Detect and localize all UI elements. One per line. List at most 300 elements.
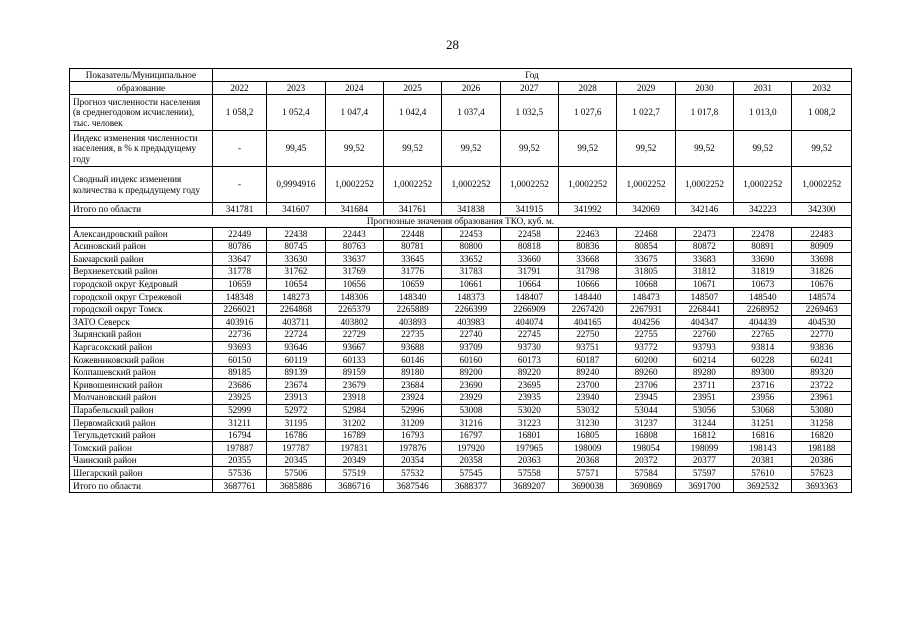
value-cell: 33668 [559,253,617,266]
value-cell: 3685886 [267,480,325,493]
value-cell: 10659 [212,278,266,291]
value-cell: 10671 [675,278,733,291]
row-label: Колпашевский район [70,366,213,379]
value-cell: 16805 [559,429,617,442]
value-cell: 1 022,7 [617,95,675,131]
value-cell: 1,0002252 [792,167,852,203]
district-row [70,442,852,455]
value-cell: 93793 [675,341,733,354]
value-cell: 2266909 [500,303,558,316]
value-cell: 80909 [792,240,852,253]
value-cell: 53020 [500,404,558,417]
value-cell: 23722 [792,379,852,392]
value-cell: 2268952 [734,303,792,316]
value-cell: 23913 [267,391,325,404]
value-cell: 16793 [383,429,441,442]
indicator-row [70,167,852,203]
value-cell: 53080 [792,404,852,417]
value-cell: 198099 [675,442,733,455]
value-cell: 31230 [559,417,617,430]
value-cell: 80891 [734,240,792,253]
value-cell: 2264868 [267,303,325,316]
value-cell: 89159 [325,366,383,379]
value-cell: 31258 [792,417,852,430]
value-cell: 20354 [383,454,441,467]
value-cell: 22453 [442,228,500,241]
value-cell: 1 037,4 [442,95,500,131]
value-cell: 53044 [617,404,675,417]
value-cell: 33637 [325,253,383,266]
value-cell: 3688377 [442,480,500,493]
value-cell: 80818 [500,240,558,253]
value-cell: 23679 [325,379,383,392]
value-cell: 53056 [675,404,733,417]
value-cell: 22770 [792,328,852,341]
value-cell: 22724 [267,328,325,341]
value-cell: 148507 [675,291,733,304]
value-cell: 31819 [734,265,792,278]
value-cell: 20368 [559,454,617,467]
value-cell: 1,0002252 [325,167,383,203]
value-cell: 16808 [617,429,675,442]
value-cell: 22750 [559,328,617,341]
value-cell: 1,0002252 [559,167,617,203]
value-cell: 23695 [500,379,558,392]
tko-forecast-table [69,68,852,493]
value-cell: 3691700 [675,480,733,493]
value-cell: 148273 [267,291,325,304]
value-cell: 2266399 [442,303,500,316]
value-cell: 403711 [267,316,325,329]
value-cell: 23925 [212,391,266,404]
value-cell: 23700 [559,379,617,392]
value-cell: 22473 [675,228,733,241]
row-label: Итого по области [70,480,213,493]
value-cell: 10656 [325,278,383,291]
value-cell: 404347 [675,316,733,329]
value-cell: 22458 [500,228,558,241]
value-cell: 60160 [442,354,500,367]
value-cell: 31216 [442,417,500,430]
total-row [70,203,852,216]
value-cell: 22478 [734,228,792,241]
value-cell: 197787 [267,442,325,455]
value-cell: 93709 [442,341,500,354]
district-row [70,291,852,304]
value-cell: 22755 [617,328,675,341]
value-cell: 53008 [442,404,500,417]
row-label: ЗАТО Северск [70,316,213,329]
value-cell: 80745 [267,240,325,253]
value-cell: 22740 [442,328,500,341]
value-cell: 198009 [559,442,617,455]
value-cell: 33698 [792,253,852,266]
value-cell: 93751 [559,341,617,354]
value-cell: 80800 [442,240,500,253]
value-cell: 341607 [267,203,325,216]
value-cell: 1 032,5 [500,95,558,131]
value-cell: 22760 [675,328,733,341]
value-cell: 60119 [267,354,325,367]
value-cell: 403893 [383,316,441,329]
value-cell: 23706 [617,379,675,392]
value-cell: 89139 [267,366,325,379]
value-cell: 197831 [325,442,383,455]
value-cell: 10676 [792,278,852,291]
value-cell: 52984 [325,404,383,417]
value-cell: 16816 [734,429,792,442]
value-cell: 404439 [734,316,792,329]
value-cell: 23711 [675,379,733,392]
year-header: 2031 [734,82,792,95]
value-cell: 52999 [212,404,266,417]
value-cell: 16801 [500,429,558,442]
value-cell: 22438 [267,228,325,241]
value-cell: 93772 [617,341,675,354]
value-cell: - [212,167,266,203]
value-cell: 60146 [383,354,441,367]
value-cell: 1,0002252 [675,167,733,203]
value-cell: 33675 [617,253,675,266]
value-cell: 403916 [212,316,266,329]
value-cell: 10659 [383,278,441,291]
district-row [70,467,852,480]
year-header: 2028 [559,82,617,95]
value-cell: 404256 [617,316,675,329]
row-label: Молчановский район [70,391,213,404]
value-cell: 1,0002252 [383,167,441,203]
value-cell: 22735 [383,328,441,341]
value-cell: 403802 [325,316,383,329]
value-cell: 89240 [559,366,617,379]
value-cell: 198054 [617,442,675,455]
value-cell: 22736 [212,328,266,341]
row-label: Шегарский район [70,467,213,480]
value-cell: 342300 [792,203,852,216]
value-cell: 22468 [617,228,675,241]
value-cell: 341992 [559,203,617,216]
row-label: Первомайский район [70,417,213,430]
value-cell: 22448 [383,228,441,241]
value-cell: 80763 [325,240,383,253]
value-cell: 93646 [267,341,325,354]
value-cell: 33652 [442,253,500,266]
value-cell: 16786 [267,429,325,442]
value-cell: 148574 [792,291,852,304]
value-cell: 22463 [559,228,617,241]
value-cell: 57545 [442,467,500,480]
value-cell: 3687761 [212,480,266,493]
value-cell: 23686 [212,379,266,392]
value-cell: 52996 [383,404,441,417]
value-cell: 22765 [734,328,792,341]
value-cell: 342069 [617,203,675,216]
value-cell: 99,52 [383,131,441,167]
value-cell: 341761 [383,203,441,216]
value-cell: 341915 [500,203,558,216]
district-row [70,454,852,467]
value-cell: 2267420 [559,303,617,316]
value-cell: 10661 [442,278,500,291]
district-row [70,240,852,253]
value-cell: 99,52 [675,131,733,167]
value-cell: 99,45 [267,131,325,167]
row-label: Каргасокский район [70,341,213,354]
value-cell: 341838 [442,203,500,216]
value-cell: 1 017,8 [675,95,733,131]
value-cell: 31223 [500,417,558,430]
value-cell: 10664 [500,278,558,291]
row-label: Томский район [70,442,213,455]
value-cell: 198143 [734,442,792,455]
row-label: Кривошеинский район [70,379,213,392]
value-cell: 10668 [617,278,675,291]
value-cell: 23929 [442,391,500,404]
value-cell: 20363 [500,454,558,467]
value-cell: 31195 [267,417,325,430]
value-cell: 93667 [325,341,383,354]
value-cell: 23961 [792,391,852,404]
district-row [70,379,852,392]
value-cell: 60187 [559,354,617,367]
year-header: 2025 [383,82,441,95]
value-cell: 57597 [675,467,733,480]
value-cell: 57532 [383,467,441,480]
value-cell: 1 008,2 [792,95,852,131]
value-cell: 33683 [675,253,733,266]
value-cell: 22483 [792,228,852,241]
value-cell: 1,0002252 [442,167,500,203]
value-cell: 89200 [442,366,500,379]
value-cell: 31783 [442,265,500,278]
section-row [70,215,852,228]
row-label: городской округ Стрежевой [70,291,213,304]
district-row [70,328,852,341]
value-cell: 0,9994916 [267,167,325,203]
value-cell: 342223 [734,203,792,216]
value-cell: 404530 [792,316,852,329]
value-cell: 53032 [559,404,617,417]
district-row [70,354,852,367]
value-cell: 31805 [617,265,675,278]
section-title: Прогнозные значения образования ТКО, куб. м. [70,215,852,228]
page-number: 28 [446,37,459,52]
header-label-top: Показатель/Муниципальное [70,69,213,82]
value-cell: 3689207 [500,480,558,493]
value-cell: 31776 [383,265,441,278]
value-cell: 93693 [212,341,266,354]
row-label: Кожевниковский район [70,354,213,367]
value-cell: 23918 [325,391,383,404]
indicator-row [70,131,852,167]
value-cell: 60200 [617,354,675,367]
value-cell: 341781 [212,203,266,216]
value-cell: 197965 [500,442,558,455]
value-cell: 99,52 [792,131,852,167]
value-cell: 57571 [559,467,617,480]
value-cell: 22443 [325,228,383,241]
row-label: Индекс изменения численности населения, в % к предыдущему году [70,131,213,167]
value-cell: 57558 [500,467,558,480]
value-cell: 99,52 [617,131,675,167]
value-cell: 93814 [734,341,792,354]
value-cell: 1,0002252 [500,167,558,203]
value-cell: 31791 [500,265,558,278]
value-cell: 99,52 [559,131,617,167]
value-cell: 1,0002252 [734,167,792,203]
value-cell: 23716 [734,379,792,392]
value-cell: 403983 [442,316,500,329]
value-cell: 404074 [500,316,558,329]
value-cell: 10654 [267,278,325,291]
row-label: Чаинский район [70,454,213,467]
value-cell: 148340 [383,291,441,304]
value-cell: 148306 [325,291,383,304]
value-cell: 342146 [675,203,733,216]
value-cell: 3687546 [383,480,441,493]
value-cell: 33630 [267,253,325,266]
value-cell: 89180 [383,366,441,379]
value-cell: 60150 [212,354,266,367]
value-cell: 10666 [559,278,617,291]
value-cell: 148373 [442,291,500,304]
row-label: городской округ Томск [70,303,213,316]
value-cell: 60173 [500,354,558,367]
value-cell: 3690869 [617,480,675,493]
value-cell: 89300 [734,366,792,379]
value-cell: 16812 [675,429,733,442]
row-label: Тегульдетский район [70,429,213,442]
value-cell: 57584 [617,467,675,480]
value-cell: 148540 [734,291,792,304]
value-cell: 23690 [442,379,500,392]
value-cell: 198188 [792,442,852,455]
year-header: 2030 [675,82,733,95]
value-cell: 20372 [617,454,675,467]
row-label: Сводный индекс изменения количества к предыдущему году [70,167,213,203]
value-cell: 2265889 [383,303,441,316]
value-cell: 16797 [442,429,500,442]
district-row [70,429,852,442]
value-cell: 1 052,4 [267,95,325,131]
row-label: Александровский район [70,228,213,241]
value-cell: 1 042,4 [383,95,441,131]
value-cell: 20349 [325,454,383,467]
district-row [70,341,852,354]
value-cell: 93688 [383,341,441,354]
value-cell: 1 013,0 [734,95,792,131]
value-cell: - [212,131,266,167]
value-cell: 33660 [500,253,558,266]
value-cell: 22745 [500,328,558,341]
value-cell: 31237 [617,417,675,430]
value-cell: 20355 [212,454,266,467]
value-cell: 31812 [675,265,733,278]
value-cell: 99,52 [442,131,500,167]
value-cell: 1 058,2 [212,95,266,131]
value-cell: 20377 [675,454,733,467]
district-row [70,253,852,266]
value-cell: 80854 [617,240,675,253]
value-cell: 20358 [442,454,500,467]
value-cell: 57536 [212,467,266,480]
district-row [70,278,852,291]
value-cell: 3692532 [734,480,792,493]
header-year-group: Год [212,69,851,82]
value-cell: 57506 [267,467,325,480]
value-cell: 31244 [675,417,733,430]
value-cell: 20381 [734,454,792,467]
value-cell: 148473 [617,291,675,304]
row-label: Бакчарский район [70,253,213,266]
value-cell: 31211 [212,417,266,430]
value-cell: 1,0002252 [617,167,675,203]
value-cell: 99,52 [325,131,383,167]
value-cell: 60214 [675,354,733,367]
value-cell: 31762 [267,265,325,278]
value-cell: 16794 [212,429,266,442]
year-header: 2024 [325,82,383,95]
value-cell: 89260 [617,366,675,379]
value-cell: 89320 [792,366,852,379]
value-cell: 23951 [675,391,733,404]
year-header: 2029 [617,82,675,95]
grand-total-row [70,480,852,493]
value-cell: 31826 [792,265,852,278]
value-cell: 23674 [267,379,325,392]
value-cell: 197887 [212,442,266,455]
value-cell: 23924 [383,391,441,404]
district-row [70,316,852,329]
value-cell: 2267931 [617,303,675,316]
value-cell: 31251 [734,417,792,430]
header-row-years [70,82,852,95]
value-cell: 197920 [442,442,500,455]
value-cell: 93836 [792,341,852,354]
header-row-top [70,69,852,82]
year-header: 2027 [500,82,558,95]
value-cell: 80836 [559,240,617,253]
row-label: Верхнекетский район [70,265,213,278]
value-cell: 23684 [383,379,441,392]
value-cell: 16820 [792,429,852,442]
district-row [70,366,852,379]
value-cell: 1 027,6 [559,95,617,131]
value-cell: 80781 [383,240,441,253]
value-cell: 2265379 [325,303,383,316]
value-cell: 1 047,4 [325,95,383,131]
year-header: 2023 [267,82,325,95]
year-header: 2022 [212,82,266,95]
value-cell: 23940 [559,391,617,404]
year-header: 2032 [792,82,852,95]
value-cell: 2266021 [212,303,266,316]
value-cell: 31778 [212,265,266,278]
value-cell: 23945 [617,391,675,404]
row-label: Зырянский район [70,328,213,341]
value-cell: 23935 [500,391,558,404]
district-row [70,303,852,316]
value-cell: 33690 [734,253,792,266]
row-label: Асиновский район [70,240,213,253]
value-cell: 33647 [212,253,266,266]
value-cell: 31769 [325,265,383,278]
district-row [70,417,852,430]
value-cell: 80872 [675,240,733,253]
value-cell: 341684 [325,203,383,216]
value-cell: 60241 [792,354,852,367]
value-cell: 99,52 [734,131,792,167]
